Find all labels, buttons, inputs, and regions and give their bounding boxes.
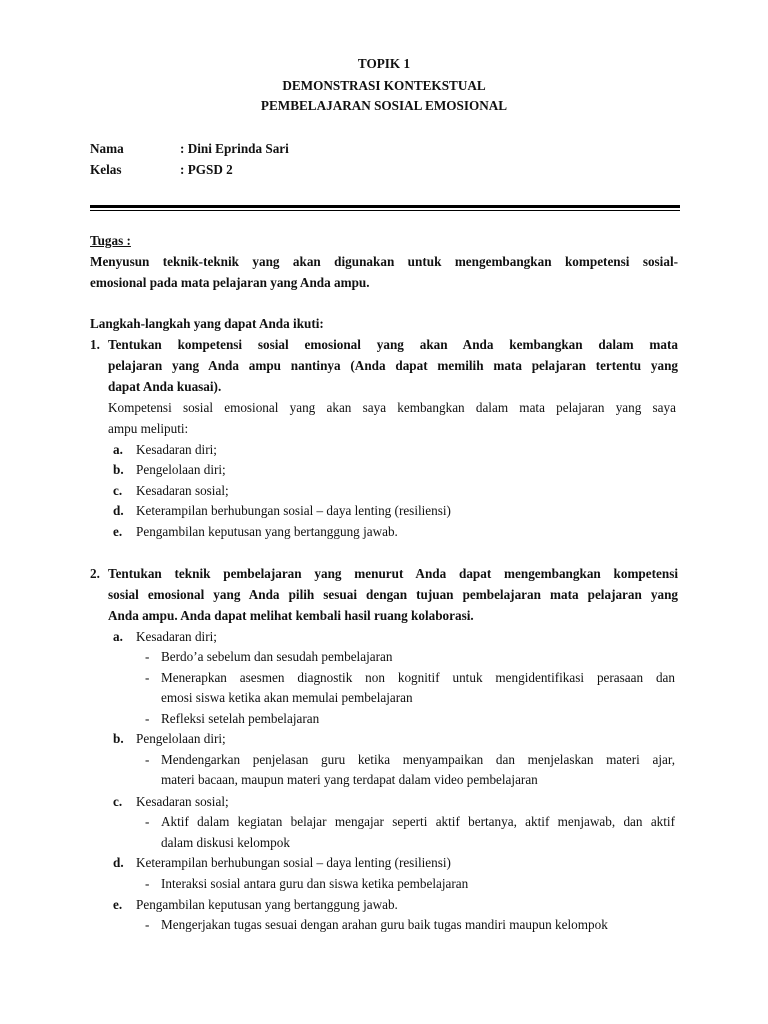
q2b-title: Pengelolaan diri; — [136, 731, 226, 746]
q1-item-marker: b. — [113, 462, 124, 477]
q2a-marker: a. — [113, 629, 123, 644]
q2e-title: Pengambilan keputusan yang bertanggung jawab. — [136, 897, 398, 912]
q2e-marker: e. — [113, 897, 123, 912]
q2b-marker: b. — [113, 731, 124, 746]
doc-topic: TOPIK 1 — [357, 56, 411, 71]
q1-item-marker: e. — [113, 524, 123, 539]
kelas-value: : PGSD 2 — [180, 162, 233, 177]
nama-value: : Dini Eprinda Sari — [180, 141, 289, 156]
dash-bullet: - — [145, 752, 150, 767]
dash-bullet: - — [145, 917, 150, 932]
q2d-marker: d. — [113, 855, 124, 870]
q1-line-2: pelajaran yang Anda ampu nantinya (Anda dapat memilih mata pelajaran tertentu yang — [108, 358, 678, 373]
q2b-sub-1-line-1: Mendengarkan penjelasan guru ketika menyampaikan dan menjelaskan materi ajar, — [161, 752, 675, 767]
separator-thin — [90, 210, 680, 211]
q2c-sub-1-line-2: dalam diskusi kelompok — [161, 835, 290, 850]
q2-line-2: sosial emosional yang Anda pilih sesuai dengan tujuan pembelajaran mata pelajaran yang — [108, 587, 678, 602]
q1-item-text: Pengelolaan diri; — [136, 462, 226, 477]
q1-line-3: dapat Anda kuasai). — [108, 379, 222, 394]
dash-bullet: - — [145, 711, 150, 726]
q1-answer-line-1: Kompetensi sosial emosional yang akan saya kembangkan dalam mata pelajaran yang saya — [108, 400, 676, 415]
tugas-heading: Tugas : — [90, 233, 131, 248]
langkah-heading: Langkah-langkah yang dapat Anda ikuti: — [90, 316, 324, 331]
q2a-sub-2-line-2: emosi siswa ketika akan memulai pembelajaran — [161, 690, 413, 705]
q1-item-text: Keterampilan berhubungan sosial – daya lenting (resiliensi) — [136, 503, 451, 518]
dash-bullet: - — [145, 876, 150, 891]
q1-item-marker: d. — [113, 503, 124, 518]
tugas-line-1: Menyusun teknik-teknik yang akan digunakan untuk mengembangkan kompetensi sosial- — [90, 254, 678, 269]
q2a-sub-2-line-1: Menerapkan asesmen diagnostik non kognitif untuk mengidentifikasi perasaan dan — [161, 670, 675, 685]
q2c-marker: c. — [113, 794, 123, 809]
q2-line-3: Anda ampu. Anda dapat melihat kembali hasil ruang kolaborasi. — [108, 608, 474, 623]
q2b-sub-1-line-2: materi bacaan, maupun materi yang terdapat dalam video pembelajaran — [161, 772, 538, 787]
dash-bullet: - — [145, 649, 150, 664]
q1-number: 1. — [90, 337, 100, 352]
dash-bullet: - — [145, 670, 150, 685]
q1-answer-line-2: ampu meliputi: — [108, 421, 189, 436]
q1-item-text: Pengambilan keputusan yang bertanggung jawab. — [136, 524, 398, 539]
q1-item-text: Kesadaran sosial; — [136, 483, 229, 498]
dash-bullet: - — [145, 814, 150, 829]
separator-thick — [90, 205, 680, 208]
q2d-title: Keterampilan berhubungan sosial – daya lenting (resiliensi) — [136, 855, 451, 870]
q2a-sub-1: Berdo’a sebelum dan sesudah pembelajaran — [161, 649, 393, 664]
doc-title: DEMONSTRASI KONTEKSTUAL — [282, 78, 486, 93]
doc-subtitle: PEMBELAJARAN SOSIAL EMOSIONAL — [260, 98, 508, 113]
tugas-line-2: emosional pada mata pelajaran yang Anda ampu. — [90, 275, 370, 290]
nama-label: Nama — [90, 141, 124, 156]
q2d-sub-1: Interaksi sosial antara guru dan siswa ketika pembelajaran — [161, 876, 469, 891]
q1-item-marker: a. — [113, 442, 123, 457]
kelas-label: Kelas — [90, 162, 122, 177]
q2a-sub-3: Refleksi setelah pembelajaran — [161, 711, 320, 726]
q2c-sub-1-line-1: Aktif dalam kegiatan belajar mengajar seperti aktif bertanya, aktif menjawab, dan aktif — [161, 814, 675, 829]
q1-line-1: Tentukan kompetensi sosial emosional yang akan Anda kembangkan dalam mata — [108, 337, 678, 352]
q2e-sub-1: Mengerjakan tugas sesuai dengan arahan guru baik tugas mandiri maupun kelompok — [161, 917, 608, 932]
q1-item-text: Kesadaran diri; — [136, 442, 217, 457]
q2c-title: Kesadaran sosial; — [136, 794, 229, 809]
q2-line-1: Tentukan teknik pembelajaran yang menurut Anda dapat mengembangkan kompetensi — [108, 566, 678, 581]
q2-number: 2. — [90, 566, 100, 581]
q1-item-marker: c. — [113, 483, 123, 498]
q2a-title: Kesadaran diri; — [136, 629, 217, 644]
